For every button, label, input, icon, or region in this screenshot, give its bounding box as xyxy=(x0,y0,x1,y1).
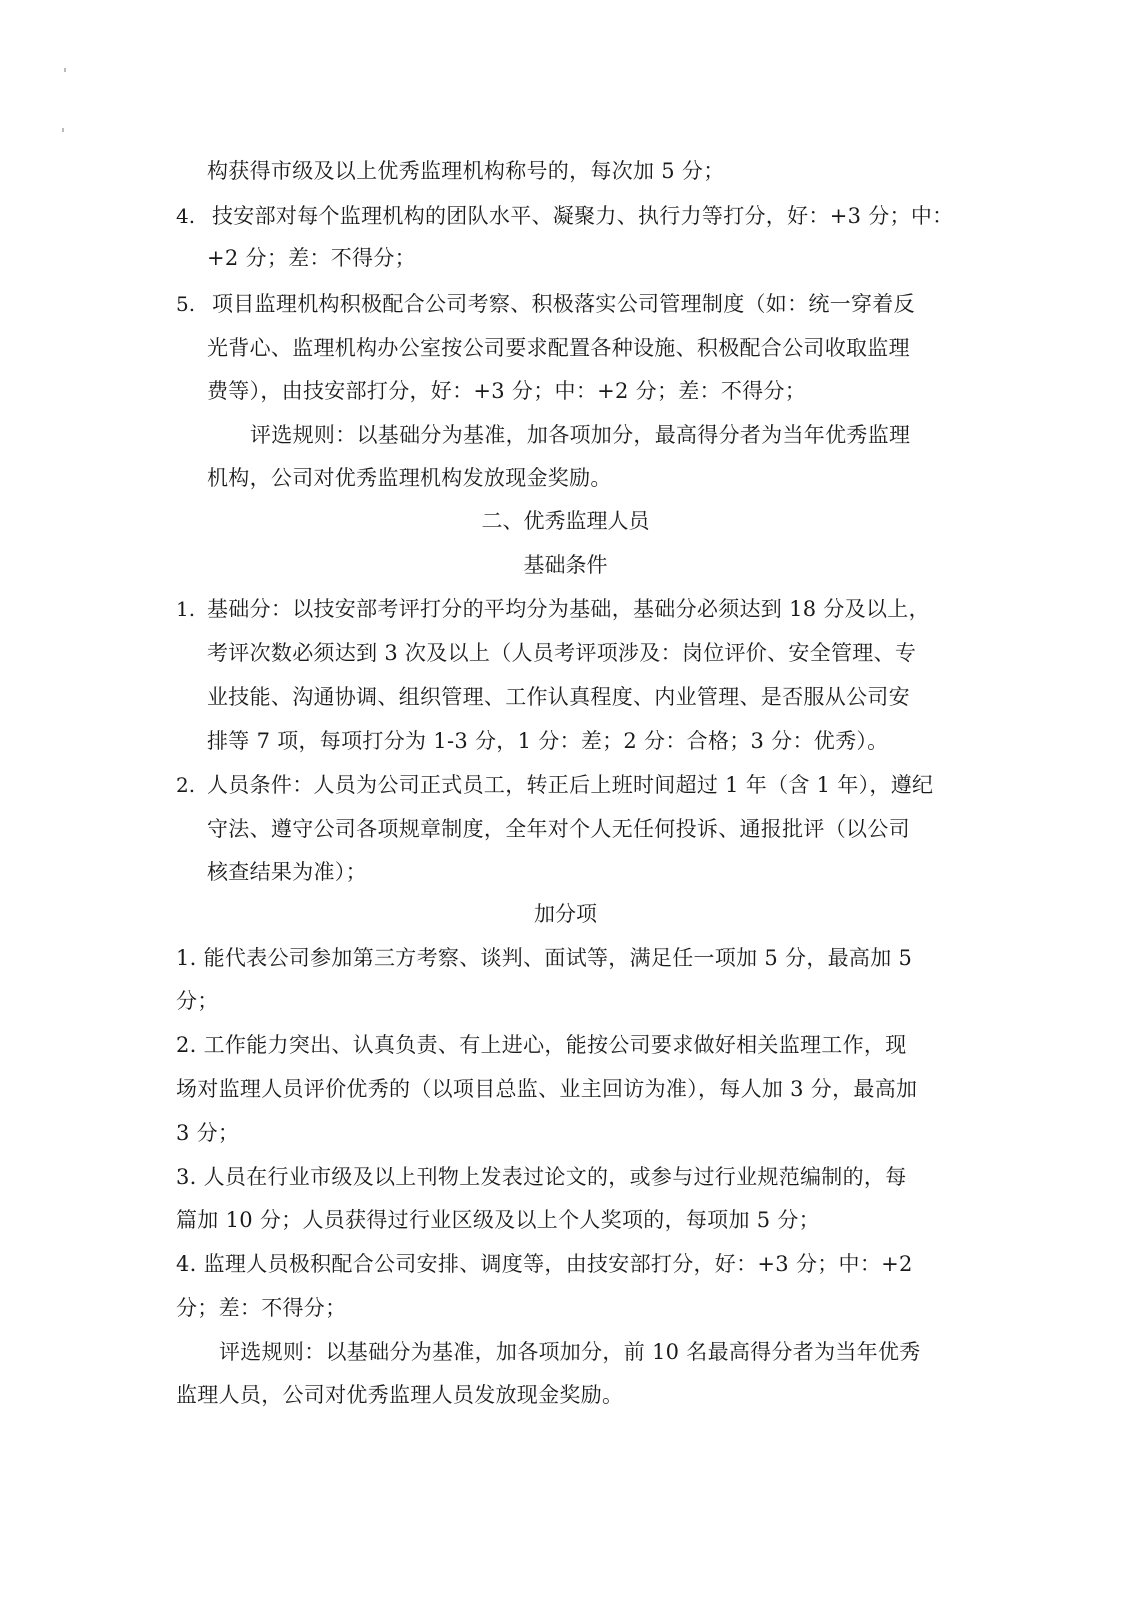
text-line: 项目监理机构积极配合公司考察、积极落实公司管理制度（如：统一穿着反 xyxy=(212,292,915,316)
scan-speck xyxy=(62,128,64,132)
text-line: 人员条件：人员为公司正式员工，转正后上班时间超过 1 年（含 1 年），遵纪 xyxy=(207,773,934,797)
text-line: 3 分； xyxy=(176,1121,240,1145)
text-line: +2 分；差：不得分； xyxy=(207,246,416,270)
section-title: 二、优秀监理人员 xyxy=(481,509,650,533)
text-line: 守法、遵守公司各项规章制度，全年对个人无任何投诉、通报批评（以公司 xyxy=(207,817,910,841)
list-number: 2. xyxy=(176,773,196,797)
list-number: 5. xyxy=(176,292,196,316)
list-number: 1. xyxy=(176,597,196,621)
scan-speck xyxy=(64,68,66,72)
text-line: 4. 监理人员极积配合公司安排、调度等，由技安部打分，好：+3 分；中：+2 xyxy=(176,1252,913,1276)
subsection-heading: 基础条件 xyxy=(523,553,608,577)
text-line: 3. 人员在行业市级及以上刊物上发表过论文的，或参与过行业规范编制的，每 xyxy=(176,1165,907,1189)
text-line: 费等），由技安部打分，好：+3 分；中：+2 分；差：不得分； xyxy=(207,379,807,403)
text-line: 构获得市级及以上优秀监理机构称号的，每次加 5 分； xyxy=(207,159,725,183)
text-line: 1. 能代表公司参加第三方考察、谈判、面试等，满足任一项加 5 分，最高加 5 xyxy=(176,946,913,970)
rule-text: 评选规则：以基础分为基准，加各项加分，最高得分者为当年优秀监理 xyxy=(250,423,911,447)
text-line: 排等 7 项，每项打分为 1-3 分，1 分：差；2 分：合格；3 分：优秀）。 xyxy=(207,729,889,753)
rule-text: 监理人员，公司对优秀监理人员发放现金奖励。 xyxy=(176,1383,624,1407)
rule-text: 评选规则：以基础分为基准，加各项加分，前 10 名最高得分者为当年优秀 xyxy=(219,1340,921,1364)
text-line: 2. 工作能力突出、认真负责、有上进心，能按公司要求做好相关监理工作，现 xyxy=(176,1033,907,1057)
text-line: 分； xyxy=(176,989,219,1013)
rule-text: 机构，公司对优秀监理机构发放现金奖励。 xyxy=(207,466,612,490)
text-line: 基础分：以技安部考评打分的平均分为基础，基础分必须达到 18 分及以上， xyxy=(207,597,930,621)
text-line: 考评次数必须达到 3 次及以上（人员考评项涉及：岗位评价、安全管理、专 xyxy=(207,641,917,665)
text-line: 光背心、监理机构办公室按公司要求配置各种设施、积极配合公司收取监理 xyxy=(207,336,910,360)
list-number: 4. xyxy=(176,204,196,228)
text-line: 分；差：不得分； xyxy=(176,1296,347,1320)
text-line: 篇加 10 分；人员获得过行业区级及以上个人奖项的，每项加 5 分； xyxy=(176,1208,820,1232)
text-line: 场对监理人员评价优秀的（以项目总监、业主回访为准），每人加 3 分，最高加 xyxy=(176,1077,918,1101)
text-line: 核查结果为准）； xyxy=(207,860,367,884)
subsection-heading: 加分项 xyxy=(534,902,597,926)
text-line: 技安部对每个监理机构的团队水平、凝聚力、执行力等打分，好：+3 分；中： xyxy=(212,204,954,228)
text-line: 业技能、沟通协调、组织管理、工作认真程度、内业管理、是否服从公司安 xyxy=(207,685,910,709)
